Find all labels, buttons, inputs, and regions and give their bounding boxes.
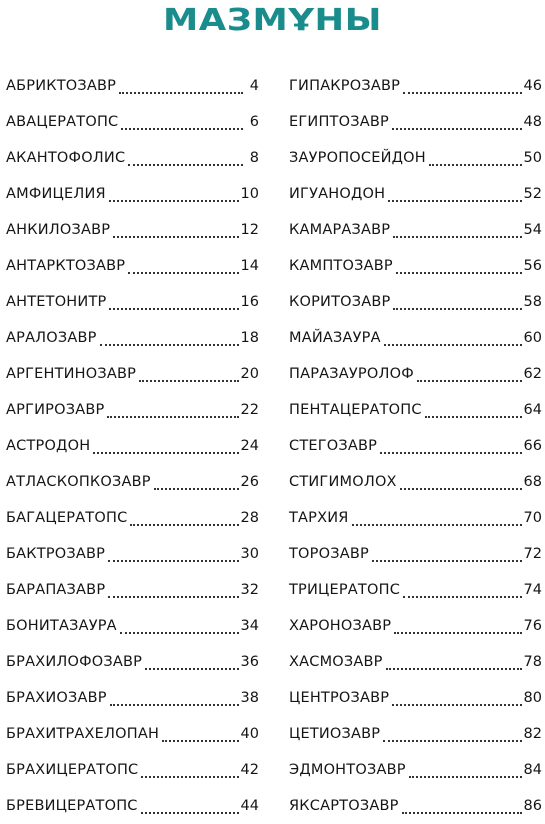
toc-dot-leader <box>93 452 238 454</box>
toc-entry[interactable] <box>289 248 542 284</box>
toc-page-number: 4 <box>249 78 259 94</box>
toc-entry[interactable] <box>6 140 259 176</box>
toc-entry-title: АСТРОДОН <box>6 438 91 454</box>
toc-entry[interactable] <box>289 68 542 104</box>
toc-entry[interactable] <box>289 392 542 428</box>
toc-page-number: 22 <box>240 402 259 418</box>
toc-dot-leader <box>417 380 522 382</box>
toc-entry-title: БРЕВИЦЕРАТОПС <box>6 798 138 814</box>
toc-entry[interactable] <box>6 212 259 248</box>
toc-dot-leader <box>145 668 238 670</box>
toc-entry[interactable] <box>289 428 542 464</box>
toc-dot-leader <box>403 92 521 94</box>
toc-entry-title: КОРИТОЗАВР <box>289 294 391 310</box>
toc-dot-leader <box>392 128 522 130</box>
toc-dot-leader <box>352 524 522 526</box>
toc-page-number: 64 <box>523 402 542 418</box>
toc-page-number: 86 <box>523 798 542 814</box>
toc-dot-leader <box>392 704 521 706</box>
toc-entry[interactable] <box>6 536 259 572</box>
toc-page-number: 54 <box>523 222 542 238</box>
toc-entry[interactable] <box>6 752 259 788</box>
toc-page-number: 46 <box>523 78 542 94</box>
toc-entry[interactable] <box>289 644 542 680</box>
toc-entry-title: ТОРОЗАВР <box>289 546 369 562</box>
toc-entry-title: АКАНТОФОЛИС <box>6 150 126 166</box>
toc-dot-leader <box>402 812 522 814</box>
toc-page-number: 12 <box>240 222 259 238</box>
toc-entry[interactable] <box>289 680 542 716</box>
toc-entry[interactable] <box>6 680 259 716</box>
toc-page-number: 70 <box>523 510 542 526</box>
toc-page-number: 60 <box>523 330 542 346</box>
toc-dot-leader <box>109 200 239 202</box>
toc-entry[interactable] <box>289 140 542 176</box>
toc-entry-title: БРАХИОЗАВР <box>6 690 107 706</box>
toc-entry[interactable] <box>6 608 259 644</box>
page-title: МАЗМҰНЫ <box>162 3 383 38</box>
toc-page-number: 82 <box>523 726 542 742</box>
toc-page-number: 84 <box>523 762 542 778</box>
toc-dot-leader <box>128 164 243 166</box>
toc-entry-title: ЯКСАРТОЗАВР <box>289 798 399 814</box>
toc-dot-leader <box>119 92 243 94</box>
toc-dot-leader <box>396 272 522 274</box>
toc-page-number: 34 <box>240 618 259 634</box>
toc-page-number: 6 <box>249 114 259 130</box>
toc-entry[interactable] <box>6 176 259 212</box>
toc-dot-leader <box>383 740 521 742</box>
toc-entry-title: БРАХИЛОФОЗАВР <box>6 654 143 670</box>
toc-dot-leader <box>120 632 239 634</box>
toc-entry[interactable] <box>6 572 259 608</box>
toc-entry-title: БРАХИТРАХЕЛОПАН <box>6 726 160 742</box>
toc-entry-title: ГИПАКРОЗАВР <box>289 78 401 94</box>
toc-dot-leader <box>108 596 238 598</box>
toc-entry[interactable] <box>6 248 259 284</box>
toc-entry-title: ХАРОНОЗАВР <box>289 618 392 634</box>
toc-dot-leader <box>139 380 238 382</box>
toc-page-number: 74 <box>523 582 542 598</box>
toc-page-number: 62 <box>523 366 542 382</box>
toc-dot-leader <box>393 308 521 310</box>
toc-page-number: 16 <box>240 294 259 310</box>
toc-page-number: 56 <box>523 258 542 274</box>
toc-entry[interactable] <box>6 284 259 320</box>
toc-page-number: 58 <box>523 294 542 310</box>
toc-dot-leader <box>403 596 522 598</box>
toc-entry[interactable] <box>289 284 542 320</box>
toc-dot-leader <box>394 632 521 634</box>
toc-dot-leader <box>141 812 239 814</box>
toc-entry-title: ЦЕТИОЗАВР <box>289 726 381 742</box>
toc-entry-title: КАМПТОЗАВР <box>289 258 393 274</box>
toc-page-number: 30 <box>240 546 259 562</box>
toc-entry[interactable] <box>289 788 542 824</box>
toc-page-number: 76 <box>523 618 542 634</box>
toc-column-left <box>6 68 259 824</box>
toc-entry-title: ЗАУРОПОСЕЙДОН <box>289 150 426 166</box>
toc-dot-leader <box>100 344 239 346</box>
toc-entry[interactable] <box>6 428 259 464</box>
toc-entry-title: БОНИТАЗАУРА <box>6 618 117 634</box>
toc-dot-leader <box>372 560 522 562</box>
toc-entry-title: ИГУАНОДОН <box>289 186 386 202</box>
toc-entry-title: ПЕНТАЦЕРАТОПС <box>289 402 422 418</box>
toc-entry-title: ТРИЦЕРАТОПС <box>289 582 401 598</box>
toc-dot-leader <box>113 236 238 238</box>
toc-page-number: 32 <box>240 582 259 598</box>
toc-page-number: 66 <box>523 438 542 454</box>
toc-entry-title: БАГАЦЕРАТОПС <box>6 510 128 526</box>
toc-page-number: 52 <box>523 186 542 202</box>
toc-entry-title: АМФИЦЕЛИЯ <box>6 186 106 202</box>
toc-entry[interactable] <box>289 176 542 212</box>
toc-dot-leader <box>384 344 522 346</box>
toc-entry-title: АНТЕТОНИТР <box>6 294 107 310</box>
toc-entry[interactable] <box>6 320 259 356</box>
toc-entry-title: МАЙАЗАУРА <box>289 330 381 346</box>
toc-entry-title: СТЕГОЗАВР <box>289 438 378 454</box>
toc-entry[interactable] <box>6 392 259 428</box>
toc-dot-leader <box>162 740 238 742</box>
toc-page-number: 38 <box>240 690 259 706</box>
toc-entry[interactable] <box>289 464 542 500</box>
toc-entry-title: БАРАПАЗАВР <box>6 582 106 598</box>
toc-page-number: 26 <box>240 474 259 490</box>
toc-entry[interactable] <box>289 752 542 788</box>
toc-entry[interactable] <box>289 500 542 536</box>
toc-dot-leader <box>130 524 238 526</box>
toc-page-number: 8 <box>249 150 259 166</box>
toc-dot-leader <box>386 668 522 670</box>
toc-entry-title: СТИГИМОЛОХ <box>289 474 397 490</box>
toc-dot-leader <box>141 776 238 778</box>
toc-dot-leader <box>110 704 239 706</box>
toc-entry-title: АТЛАСКОПКОЗАВР <box>6 474 151 490</box>
toc-entry-title: АНКИЛОЗАВР <box>6 222 111 238</box>
toc-page-number: 28 <box>240 510 259 526</box>
toc-entry[interactable] <box>289 536 542 572</box>
toc-page-number: 24 <box>240 438 259 454</box>
toc-dot-leader <box>121 128 243 130</box>
toc-entry-title: АРАЛОЗАВР <box>6 330 97 346</box>
toc-entry[interactable] <box>6 500 259 536</box>
toc-dot-leader <box>388 200 521 202</box>
toc-entry[interactable] <box>289 356 542 392</box>
toc-dot-leader <box>154 488 239 490</box>
toc-entry-title: ПАРАЗАУРОЛОФ <box>289 366 414 382</box>
toc-page-number: 44 <box>240 798 259 814</box>
toc-entry-title: КАМАРАЗАВР <box>289 222 391 238</box>
toc-entry[interactable] <box>6 788 259 824</box>
toc-entry[interactable] <box>6 356 259 392</box>
toc-dot-leader <box>425 416 522 418</box>
toc-entry-title: БАКТРОЗАВР <box>6 546 106 562</box>
toc-page-number: 20 <box>240 366 259 382</box>
toc-dot-leader <box>400 488 522 490</box>
toc-entry-title: ЦЕНТРОЗАВР <box>289 690 390 706</box>
toc-dot-leader <box>107 416 238 418</box>
toc-page-number: 40 <box>240 726 259 742</box>
toc-entry[interactable] <box>289 212 542 248</box>
toc-page-number: 80 <box>523 690 542 706</box>
toc-page-number: 78 <box>523 654 542 670</box>
toc-entry-title: АБРИКТОЗАВР <box>6 78 117 94</box>
toc-entry[interactable] <box>289 716 542 752</box>
toc-entry-title: АРГИРОЗАВР <box>6 402 105 418</box>
toc-entry[interactable] <box>6 104 259 140</box>
toc-entry-title: БРАХИЦЕРАТОПС <box>6 762 139 778</box>
toc-page-number: 36 <box>240 654 259 670</box>
toc-page-number: 18 <box>240 330 259 346</box>
toc-entry-title: АРГЕНТИНОЗАВР <box>6 366 137 382</box>
toc-entry-title: АНТАРКТОЗАВР <box>6 258 126 274</box>
toc-page-number: 48 <box>523 114 542 130</box>
toc-entry[interactable] <box>289 572 542 608</box>
toc-page-number: 42 <box>240 762 259 778</box>
toc-dot-leader <box>380 452 521 454</box>
toc-entry[interactable] <box>6 464 259 500</box>
toc-entry-title: ХАСМОЗАВР <box>289 654 383 670</box>
toc-entry[interactable] <box>6 68 259 104</box>
toc-column-right <box>289 68 542 824</box>
toc-entry-title: ЕГИПТОЗАВР <box>289 114 389 130</box>
toc-dot-leader <box>128 272 238 274</box>
toc-entry[interactable] <box>289 608 542 644</box>
toc-dot-leader <box>109 308 238 310</box>
toc-entry-title: ЭДМОНТОЗАВР <box>289 762 406 778</box>
toc-page-number: 72 <box>523 546 542 562</box>
toc-page-number: 68 <box>523 474 542 490</box>
toc-dot-leader <box>108 560 238 562</box>
toc-dot-leader <box>393 236 521 238</box>
toc-entry[interactable] <box>6 716 259 752</box>
toc-entry[interactable] <box>289 104 542 140</box>
toc-dot-leader <box>409 776 522 778</box>
toc-entry-title: АВАЦЕРАТОПС <box>6 114 119 130</box>
toc-page-number: 14 <box>240 258 259 274</box>
toc-entry[interactable] <box>6 644 259 680</box>
toc-dot-leader <box>429 164 522 166</box>
toc-page-number: 50 <box>523 150 542 166</box>
toc-page-number: 10 <box>240 186 259 202</box>
toc-entry[interactable] <box>289 320 542 356</box>
toc-entry-title: ТАРХИЯ <box>289 510 349 526</box>
